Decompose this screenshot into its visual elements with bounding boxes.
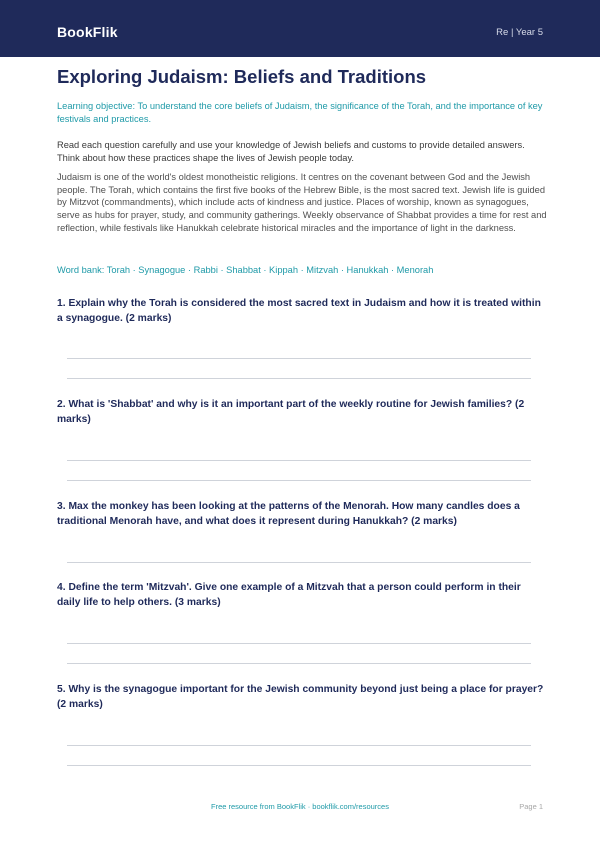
question-1: 1. Explain why the Torah is considered the most sacred text in Judaism and how it is treated within a synagogue. (2 marks) (57, 298, 541, 324)
question-2: 2. What is 'Shabbat' and why is it an important part of the weekly routine for Jewish families? (2 marks) (57, 399, 525, 425)
learning-objective: Learning objective: To understand the core beliefs of Judaism, the significance of the Torah, and the importance of key festivals and practices. (57, 101, 543, 124)
footer-link[interactable]: Free resource from BookFlik · bookflik.com/resources (211, 802, 389, 811)
answer-line[interactable] (67, 663, 531, 664)
question-5: 5. Why is the synagogue important for the Jewish community beyond just being a place for prayer? (2 marks) (57, 684, 544, 710)
word-bank: Word bank: Torah · Synagogue · Rabbi · Shabbat · Kippah · Mitzvah · Hanukkah · Menorah (57, 265, 434, 275)
question-3: 3. Max the monkey has been looking at the patterns of the Menorah. How many candles does a traditional Menorah have, and what does it represent during Hanukkah? (2 marks) (57, 501, 520, 527)
answer-line[interactable] (67, 765, 531, 766)
answer-line[interactable] (67, 643, 531, 644)
brand-logo: BookFlik (57, 24, 118, 40)
answer-line[interactable] (67, 358, 531, 359)
question-4: 4. Define the term 'Mitzvah'. Give one example of a Mitzvah that a person could perform in their daily life to help others. (3 marks) (57, 582, 521, 608)
answer-line[interactable] (67, 378, 531, 379)
page-title: Exploring Judaism: Beliefs and Traditions (57, 66, 427, 87)
page-number: Page 1 (519, 802, 543, 811)
instructions: Read each question carefully and use your knowledge of Jewish beliefs and customs to provide detailed answers. Think about how these practices shape the lives of Jewish people today. (57, 140, 525, 163)
header-bar (0, 0, 600, 57)
answer-line[interactable] (67, 480, 531, 481)
reading-passage: Judaism is one of the world's oldest monotheistic religions. It centres on the covenant between God and the Jewish people. The Torah, which contains the first five books of the Hebrew Bible, is the most sacred text. Jewish life is guided by Mitzvot (commandments), which include acts of kindness and justice. Places of worship, known as synagogues, serve as hubs for prayer, study, and community gatherings. Weekly observance of Shabbat provides a time for rest and reflection, while festivals like Hanukkah celebrate historical miracles and the importance of light in the darkness. (57, 172, 547, 233)
answer-line[interactable] (67, 460, 531, 461)
answer-line[interactable] (67, 745, 531, 746)
subject-year-label: Re | Year 5 (496, 27, 543, 38)
answer-line[interactable] (67, 562, 531, 563)
